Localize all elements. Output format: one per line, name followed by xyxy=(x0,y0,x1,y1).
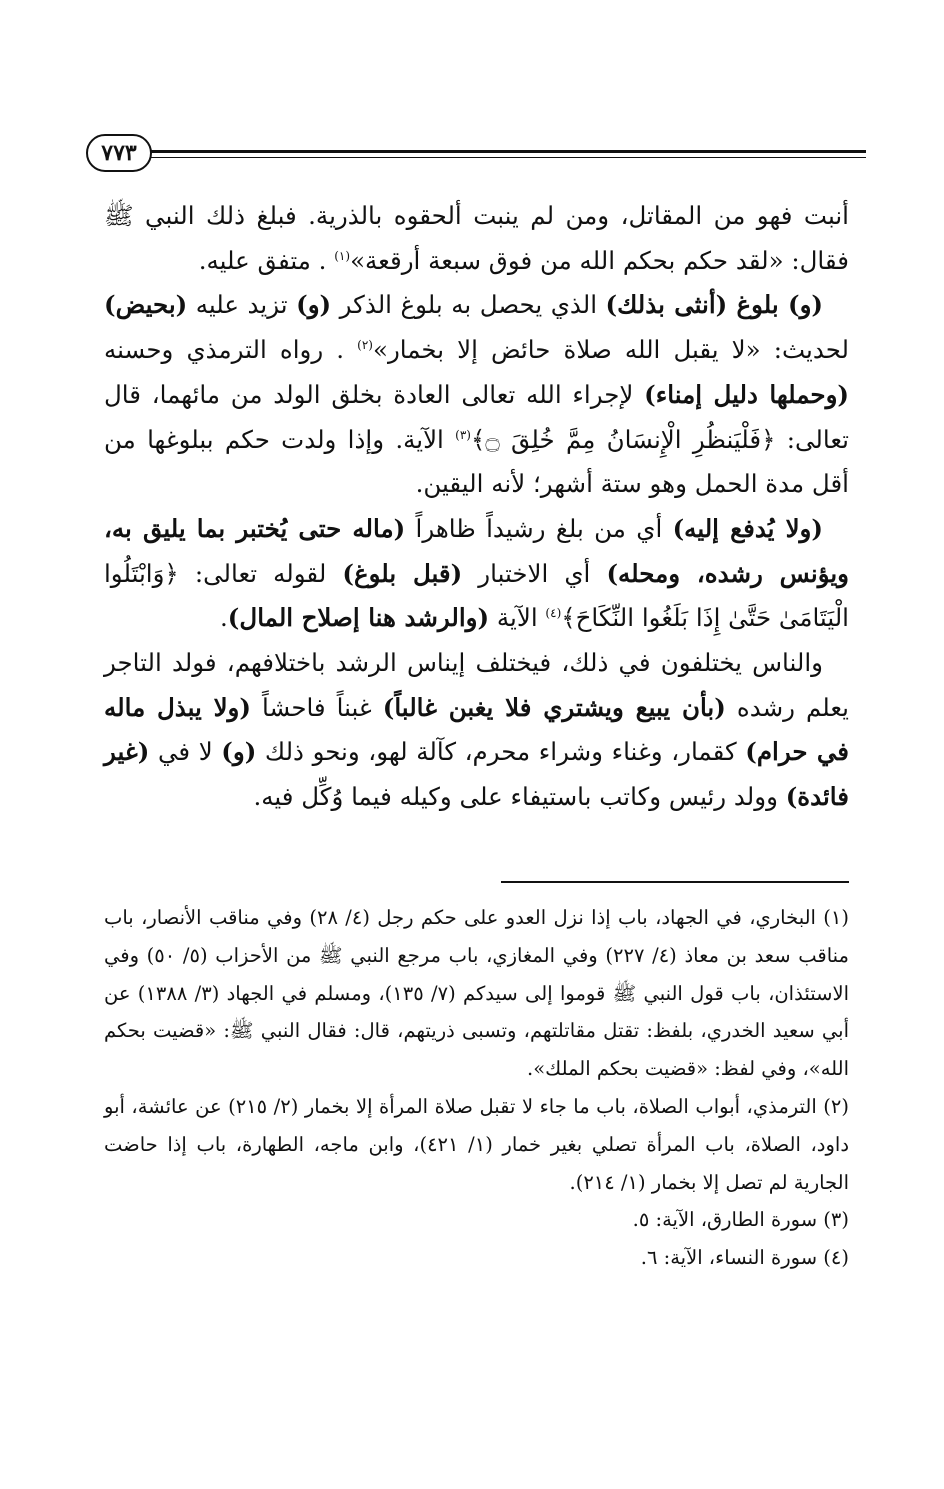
page-header xyxy=(86,128,866,188)
bold-run: (ولا يُدفع إليه) xyxy=(672,513,823,543)
bold-run: (غير فائدة) xyxy=(104,737,849,812)
text-run: أنبت فهو من المقاتل، ومن لم ينبت ألحقوه بالذرية. فبلغ ذلك النبي ﷺ فقال: «لقد حكم بحكم الله من فوق سبعة أرقعة» xyxy=(104,201,849,275)
bold-run: (و) xyxy=(296,290,332,320)
paragraph-2 xyxy=(104,283,849,507)
text-run: والناس يختلفون في ذلك، فيختلف إيناس الرشد باختلافهم، فولد التاجر يعلم رشده xyxy=(104,648,850,722)
text-run: أي الاختبار xyxy=(462,558,607,588)
text-run: . xyxy=(220,603,228,633)
footnote-1: (١) البخاري، في الجهاد، باب إذا نزل العدو على حكم رجل (٤/ ٢٨) وفي مناقب الأنصار، باب مناقب سعد بن معاذ (٤/ ٢٢٧) وفي المغازي، باب مرجع النبي ﷺ من الأحزاب (٥/ ٥٠) وفي الاستئذان، باب قول النبي ﷺ قوموا إلى سيدكم (٧/ ١٣٥)، ومسلم في الجهاد (٣/ ١٣٨٨) عن أبي سعيد الخدري، بلفظ: تقتل مقاتلتهم، وتسبى ذريتهم، قال: فقال النبي ﷺ: «قضيت بحكم الله»، وفي لفظ: «قضيت بحكم الملك». xyxy=(104,906,849,1081)
footnote-ref: (٤) xyxy=(545,606,562,621)
text-run: أي من بلغ رشيداً ظاهراً xyxy=(405,513,673,543)
text-run: تزيد عليه xyxy=(187,290,297,320)
text-run: الآية. وإذا ولدت حكم ببلوغها من أقل مدة الحمل وهو ستة أشهر؛ لأنه اليقين. xyxy=(104,424,849,499)
footnotes xyxy=(104,899,849,1277)
bold-run: (بأن يبيع ويشتري فلا يغبن غالباً) xyxy=(382,692,726,722)
text-run: الذي يحصل به بلوغ الذكر xyxy=(331,290,606,320)
bold-run: (وحملها دليل إمناء) xyxy=(644,379,849,409)
paragraph-1 xyxy=(104,194,849,283)
text-run: لإجراء الله تعالى العادة بخلق الولد من مائهما، قال تعالى: ﴿فَلْيَنظُرِ الْإِنسَانُ مِمَّ خُلِقَ ۝﴾ xyxy=(104,379,849,454)
bold-run: (قبل بلوغ) xyxy=(342,558,463,588)
footnote-ref: (٣) xyxy=(455,427,471,442)
bold-run: (والرشد هنا إصلاح المال) xyxy=(227,603,490,633)
page-number: ٧٧٣ xyxy=(86,134,152,172)
bold-run: (أنثى بذلك) xyxy=(605,290,728,320)
paragraph-3 xyxy=(104,507,849,641)
text-run: كقمار، وغناء وشراء محرم، كآلة لهو، ونحو ذلك xyxy=(256,737,746,767)
text-run: . متفق عليه. xyxy=(198,245,335,275)
text-run: لا في xyxy=(149,737,222,767)
paragraph-4 xyxy=(104,641,849,820)
footnote-3: (٣) سورة الطارق، الآية: ٥. xyxy=(632,1208,849,1232)
main-text xyxy=(104,194,849,820)
text-run: الآية xyxy=(489,603,546,633)
footnote-divider xyxy=(501,881,849,883)
bold-run: (بحيض) xyxy=(104,290,188,320)
footnote-ref: (٢) xyxy=(357,337,373,352)
text-run: . رواه الترمذي وحسنه xyxy=(104,335,358,365)
text-run: لحديث: «لا يقبل الله صلاة حائض إلا بخمار» xyxy=(372,335,849,365)
footnote-4: (٤) سورة النساء، الآية: ٦. xyxy=(640,1246,849,1270)
text-run: غبناً فاحشاً xyxy=(250,692,383,722)
footnote-ref: (١) xyxy=(334,248,351,263)
header-rule-thin xyxy=(146,157,866,158)
footnote-2: (٢) الترمذي، أبواب الصلاة، باب ما جاء لا تقبل صلاة المرأة إلا بخمار (٢/ ٢١٥) عن عائشة، أبو داود، الصلاة، باب المرأة تصلي بغير خمار (١/ ٤٢١)، وابن ماجه، الطهارة، باب إذا حاضت الجارية لم تصل إلا بخمار (١/ ٢١٤). xyxy=(104,1094,850,1194)
header-rule xyxy=(146,150,866,153)
bold-run: (و) بلوغ xyxy=(727,290,824,320)
bold-run: (ولا يبذل ماله في حرام) xyxy=(104,692,849,767)
bold-run: (و) xyxy=(221,737,257,767)
bold-run: (ماله حتى يُختبر بما يليق به، ويؤنس رشده، ومحله) xyxy=(104,513,849,588)
text-run: لقوله تعالى: ﴿وَابْتَلُوا الْيَتَامَىٰ حَتَّىٰ إِذَا بَلَغُوا النِّكَاحَ﴾ xyxy=(104,558,849,633)
text-run: وولد رئيس وكاتب باستيفاء على وكيله فيما وُكِّل فيه. xyxy=(253,782,786,812)
